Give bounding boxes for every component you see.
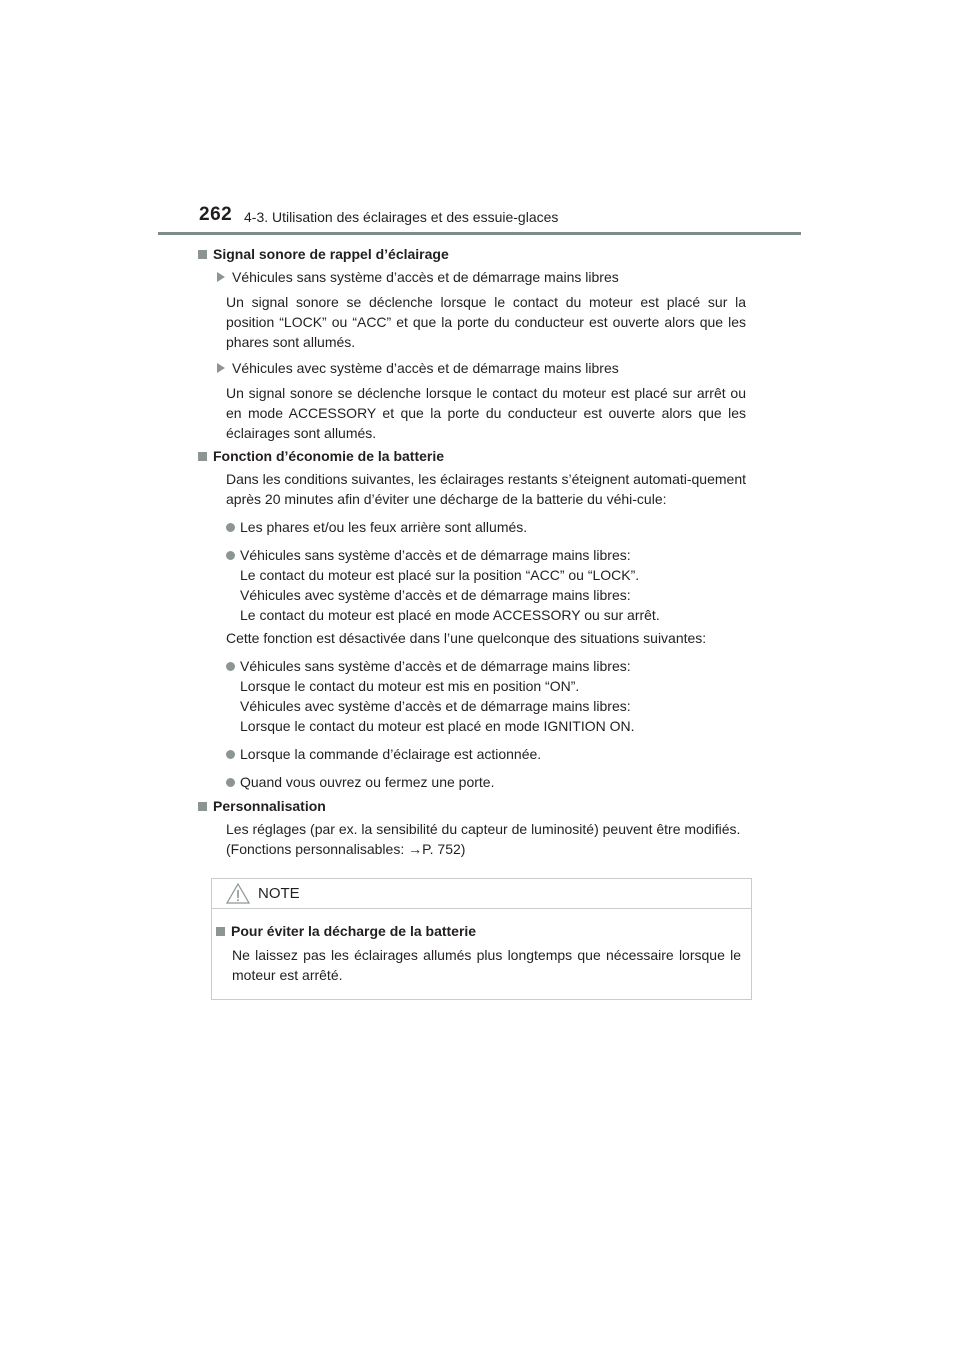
paragraph: Les réglages (par ex. la sensibilité du capteur de luminosité) peuvent être modifiés. bbox=[226, 821, 741, 837]
triangle-bullet-icon bbox=[217, 272, 225, 282]
subheading bbox=[217, 358, 746, 378]
section-title: Personnalisation bbox=[213, 798, 326, 814]
header-rule bbox=[158, 232, 801, 235]
paragraph: Un signal sonore se déclenche lorsque le contact du moteur est placé sur arrêt ou en mode ACCESSORY et que la porte du conducteur est ouverte alors que les éclairages sont allumés. bbox=[226, 385, 746, 441]
list-item bbox=[226, 545, 746, 625]
note-box bbox=[211, 878, 752, 1000]
note-body bbox=[212, 909, 751, 985]
note-title: Pour éviter la décharge de la batterie bbox=[231, 923, 477, 939]
section-title: Signal sonore de rappel d’éclairage bbox=[213, 246, 449, 262]
note-header bbox=[212, 879, 751, 909]
list-item-text: Les phares et/ou les feux arrière sont allumés. bbox=[240, 519, 528, 535]
square-bullet-icon bbox=[198, 250, 207, 259]
paragraph: (Fonctions personnalisables: →P. 752) bbox=[226, 841, 466, 857]
subheading-text: Véhicules sans système d’accès et de démarrage mains libres bbox=[232, 269, 619, 285]
chapter-title: 4-3. Utilisation des éclairages et des essuie-glaces bbox=[244, 209, 559, 225]
list-item-line: Lorsque le contact du moteur est mis en position “ON”. bbox=[240, 678, 580, 694]
list-item-text: Lorsque la commande d’éclairage est actionnée. bbox=[240, 746, 542, 762]
section-title: Fonction d’économie de la batterie bbox=[213, 448, 445, 464]
list-item-line: Véhicules sans système d’accès et de démarrage mains libres: bbox=[240, 658, 631, 674]
square-bullet-icon bbox=[198, 452, 207, 461]
note-text: Ne laissez pas les éclairages allumés plus longtemps que nécessaire lorsque le moteur est arrêté. bbox=[232, 947, 741, 983]
note-label: NOTE bbox=[258, 885, 300, 902]
square-bullet-icon bbox=[216, 927, 225, 936]
round-bullet-icon bbox=[226, 523, 235, 532]
paragraph: Un signal sonore se déclenche lorsque le contact du moteur est placé sur la position “LOCK” ou “ACC” et que la porte du conducteur est ouverte alors que les phares sont allumés. bbox=[226, 294, 746, 350]
list-item bbox=[226, 772, 746, 792]
list-item-text: Quand vous ouvrez ou fermez une porte. bbox=[240, 774, 495, 790]
triangle-bullet-icon bbox=[217, 363, 225, 373]
warning-triangle-icon bbox=[226, 883, 250, 909]
section-heading bbox=[198, 796, 746, 816]
note-heading bbox=[216, 921, 741, 941]
round-bullet-icon bbox=[226, 551, 235, 560]
list-item-line: Le contact du moteur est placé en mode ACCESSORY ou sur arrêt. bbox=[240, 607, 660, 623]
list-item-line: Véhicules avec système d’accès et de démarrage mains libres: bbox=[240, 587, 631, 603]
subheading bbox=[217, 267, 746, 287]
list-item bbox=[226, 517, 746, 537]
round-bullet-icon bbox=[226, 662, 235, 671]
subheading-text: Véhicules avec système d’accès et de démarrage mains libres bbox=[232, 360, 619, 376]
round-bullet-icon bbox=[226, 778, 235, 787]
list-item-line: Véhicules sans système d’accès et de démarrage mains libres: bbox=[240, 547, 631, 563]
list-item-text bbox=[240, 656, 635, 736]
paragraph: Dans les conditions suivantes, les éclairages restants s’éteignent automati-quement après 20 minutes afin d’éviter une décharge de la batterie du véhi-cule: bbox=[226, 471, 746, 507]
section-heading bbox=[198, 446, 746, 466]
list-item-line: Le contact du moteur est placé sur la position “ACC” ou “LOCK”. bbox=[240, 567, 640, 583]
list-item-line: Véhicules avec système d’accès et de démarrage mains libres: bbox=[240, 698, 631, 714]
round-bullet-icon bbox=[226, 750, 235, 759]
section-heading bbox=[198, 244, 746, 264]
list-item-text bbox=[240, 545, 660, 625]
square-bullet-icon bbox=[198, 802, 207, 811]
list-item-line: Lorsque le contact du moteur est placé en mode IGNITION ON. bbox=[240, 718, 635, 734]
content bbox=[198, 244, 746, 859]
list-item bbox=[226, 656, 746, 736]
list-item bbox=[226, 744, 746, 764]
paragraph: Cette fonction est désactivée dans l’une quelconque des situations suivantes: bbox=[226, 630, 707, 646]
page-number: 262 bbox=[199, 204, 233, 225]
